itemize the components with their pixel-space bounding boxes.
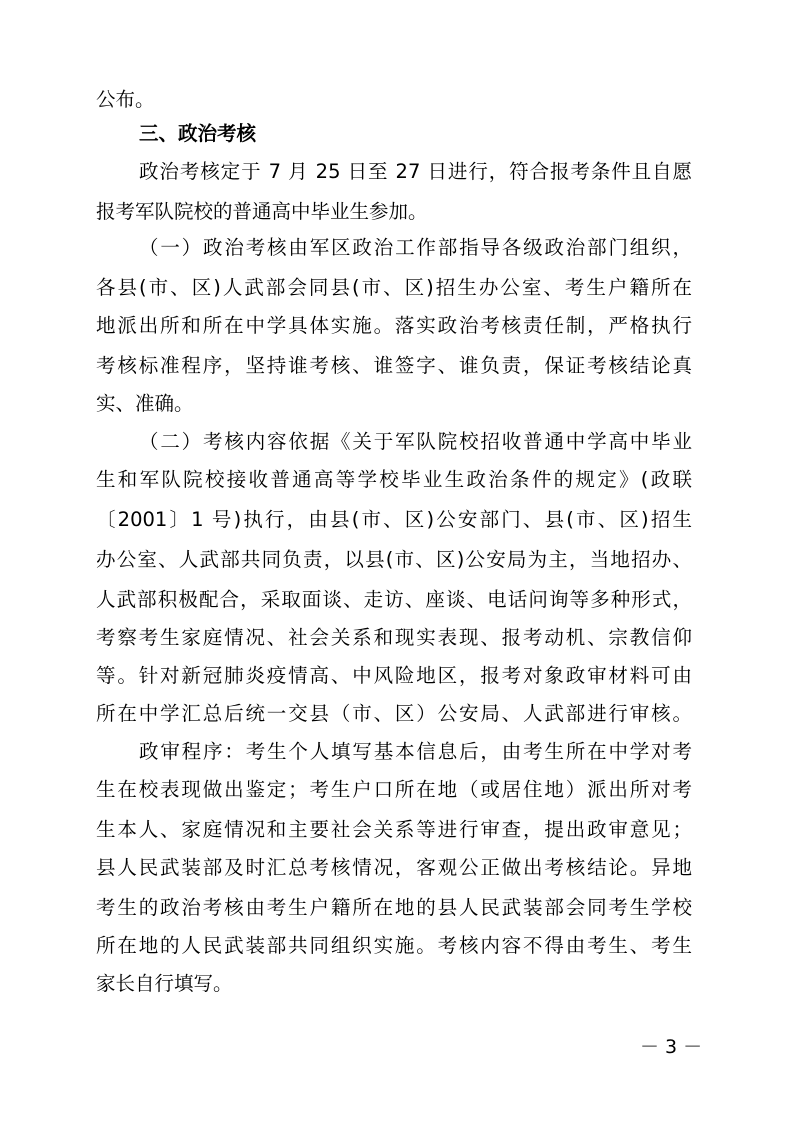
text-line: 家长自行填写。: [96, 972, 233, 995]
text-line: （一）政治考核由军区政治工作部指导各级政治部门组织，: [139, 236, 692, 259]
text-line: 办公室、人武部共同负责，以县(市、区)公安局为主，当地招办、: [96, 548, 692, 571]
text-line: 考核标准程序，坚持谁考核、谁签字、谁负责，保证考核结论真: [96, 354, 692, 377]
text-line: 〔2001〕1 号)执行，由县(市、区)公安部门、县(市、区)招生: [96, 508, 692, 531]
text-line: 报考军队院校的普通高中毕业生参加。: [96, 200, 428, 223]
section-heading: 三、政治考核: [139, 122, 257, 145]
text-line: 政审程序：考生个人填写基本信息后，由考生所在中学对考: [139, 740, 692, 763]
text-line: 生在校表现做出鉴定；考生户口所在地（或居住地）派出所对考: [96, 778, 692, 801]
text-line: 考生的政治考核由考生户籍所在地的县人民武装部会同考生学校: [96, 896, 692, 919]
text-line: 生和军队院校接收普通高等学校毕业生政治条件的规定》(政联: [96, 468, 692, 491]
text-line: 人武部积极配合，采取面谈、走访、座谈、电话问询等多种形式，: [96, 588, 692, 611]
text-line: 生本人、家庭情况和主要社会关系等进行审查，提出政审意见；: [96, 818, 692, 841]
text-line: （二）考核内容依据《关于军队院校招收普通中学高中毕业: [139, 430, 692, 453]
text-line: 等。针对新冠肺炎疫情高、中风险地区，报考对象政审材料可由: [96, 664, 692, 687]
text-line: 县人民武装部及时汇总考核情况，客观公正做出考核结论。异地: [96, 856, 692, 879]
text-line: 实、准确。: [96, 392, 194, 415]
text-line: 所在中学汇总后统一交县（市、区）公安局、人武部进行审核。: [96, 702, 692, 725]
page-number: － 3 －: [640, 1036, 703, 1058]
text-line: 公布。: [96, 88, 155, 111]
text-line: 政治考核定于 7 月 25 日至 27 日进行，符合报考条件且自愿: [139, 160, 692, 183]
text-line: 各县(市、区)人武部会同县(市、区)招生办公室、考生户籍所在: [96, 276, 692, 299]
text-line: 考察考生家庭情况、社会关系和现实表现、报考动机、宗教信仰: [96, 626, 692, 649]
text-line: 所在地的人民武装部共同组织实施。考核内容不得由考生、考生: [96, 934, 692, 957]
text-line: 地派出所和所在中学具体实施。落实政治考核责任制，严格执行: [96, 314, 692, 337]
